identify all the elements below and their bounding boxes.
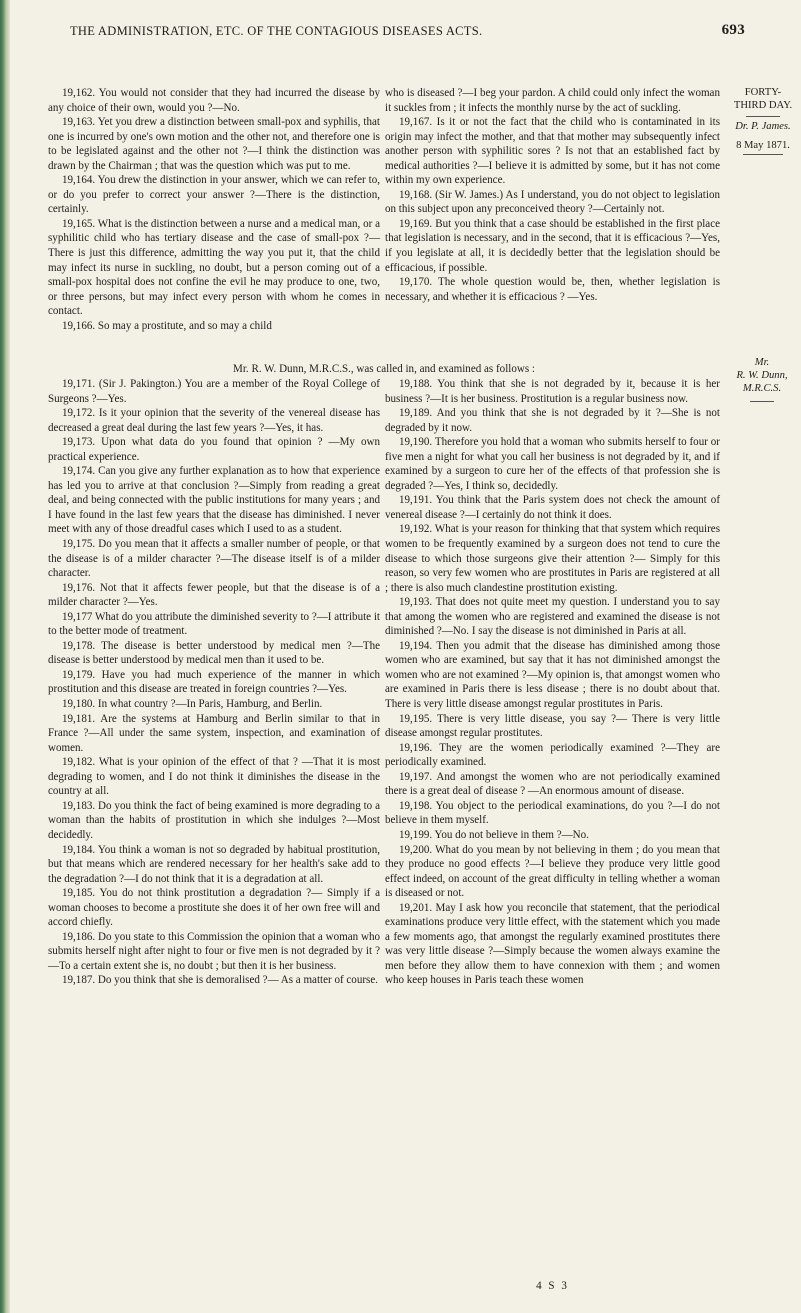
paragraph: 19,197. And amongst the women who are not periodically examined there is a great deal of disease ? —An enormous amount of disease. (385, 770, 720, 798)
paragraph: 19,183. Do you think the fact of being examined is more degrading to a woman than the habits of prostitution in which she indulges ?—Most decidedly. (48, 799, 380, 841)
paragraph: 19,169. But you think that a case should be established in the first place that legislation is necessary, and in the second, that it is efficacious ?—Yes, if you legislate at all, it is decidedly better that the legislation should be efficacious, if possible. (385, 217, 720, 274)
margin-rule (743, 154, 783, 155)
paragraph: 19,182. What is your opinion of the effect of that ? —That it is most degrading to women, and I do not think it diminishes the disease in the country at all. (48, 756, 380, 798)
paragraph: 19,175. Do you mean that it affects a smaller number of people, or that the disease is of a milder character ?—The disease itself is of a milder character. (48, 538, 380, 580)
paragraph: 19,180. In what country ?—In Paris, Hamburg, and Berlin. (62, 698, 323, 711)
paragraph: 19,163. Yet you drew a distinction between small-pox and syphilis, that one is incurred by one's own motion and the other not, and therefore one is to be legislated against and the other not ?—I think the distinction was drawn by the Chairman ; that was the question which was put to me. (48, 116, 380, 172)
paragraph: 19,165. What is the distinction between a nurse and a medical man, or a syphilitic child who has tertiary disease and the case of small-pox ?—There is just this difference, admitting the way you put it, that the child may infect its nurse in suckling, no doubt, but a person coming out of a small-pox hospital does not confine the evil he may produce to one, two, or three persons, but may infect every person with whom he comes in contact. (48, 217, 380, 318)
column-left-top (48, 86, 380, 333)
page-number: 693 (721, 22, 745, 38)
paragraph: 19,195. There is very little disease, you say ?— There is very little disease amongst regular prostitutes. (385, 712, 720, 740)
witness-introduction: Mr. R. W. Dunn, M.R.C.S., was called in, and examined as follows : (233, 363, 535, 375)
paragraph: 19,171. (Sir J. Pakington.) You are a member of the Royal College of Surgeons ?—Yes. (48, 378, 380, 405)
paragraph: 19,164. You drew the distinction in your answer, which we can refer to, or do you prefer to correct your answer ?—There is the distinction, certainly. (48, 174, 380, 216)
header-title: THE ADMINISTRATION, ETC. OF THE CONTAGIOUS DISEASES ACTS. (70, 24, 483, 38)
margin-day-line2: THIRD DAY. (733, 100, 793, 111)
margin-witness-line1: Mr. (754, 357, 770, 368)
paragraph: 19,179. Have you had much experience of the manner in which prostitution and this disease are treated in foreign countries ?—Yes. (48, 668, 380, 696)
paragraph: 19,162. You would not consider that they had incurred the disease by any choice of their own, would you ?—No. (48, 87, 380, 114)
column-left-main (48, 377, 380, 988)
column-right-top (385, 86, 720, 304)
paragraph: 19,172. Is it your opinion that the severity of the venereal disease has decreased a great deal during the last few years ?—Yes, it has. (48, 407, 380, 434)
paragraph: 19,190. Therefore you hold that a woman who submits herself to four or five men a night for what you call her business is not degraded by it, and if examined by a surgeon to cure her of the effects of that profession she is degraded ?—Yes, I think so, decidedly. (385, 436, 720, 492)
paragraph: 19,189. And you think that she is not degraded by it ?—She is not degraded by it now. (385, 407, 720, 434)
paragraph: 19,186. Do you state to this Commission the opinion that a woman who submits herself night after night to four or five men is not degraded by it ? —To a certain extent she is, no doubt ; but then it is her business. (48, 930, 380, 972)
signature-mark: 4 S 3 (536, 1280, 569, 1292)
paragraph: 19,199. You do not believe in them ?—No. (399, 828, 589, 841)
paragraph: 19,192. What is your reason for thinking that that system which requires women to be frequently examined by a surgeon does not tend to cure the disease to which those surgeons give their attention ?— Simply for this reason, so very few women who are prostitutes in Paris are registered at all ; there is also much clandestine prostitution existing. (385, 523, 720, 594)
margin-witness-name: Dr. P. James. (735, 121, 791, 132)
margin-rule (746, 116, 780, 117)
paragraph: 19,177 What do you attribute the diminished severity to ?—I attribute it to the better mode of treatment. (48, 610, 380, 638)
margin-rule (750, 401, 774, 402)
column-right-main (385, 377, 720, 988)
paragraph: who is diseased ?—I beg your pardon. A child could only infect the woman it suckles from ; it infects the monthly nurse by the act of suckling. (385, 87, 720, 114)
paragraph: 19,170. The whole question would be, then, whether legislation is necessary, and whether it is efficacious ? —Yes. (385, 276, 720, 303)
paragraph: 19,167. Is it or not the fact that the child who is contaminated in its origin may infect the mother, and that that mother may subsequently infect another person with syphilitic sores ? Is not that an established fact by medical authorities ?—I believe it is admitted by some, but it has not come within my own experience. (385, 116, 720, 187)
margin-day-line1: FORTY- (744, 87, 782, 98)
paragraph: 19,187. Do you think that she is demoralised ?— As a matter of course. (62, 974, 379, 987)
paragraph: 19,174. Can you give any further explanation as to how that experience has led you to arrive at that conclusion ?—Simply from reading a great deal, and being connected with the public institutions for many years ; and I have found in the last few years that the disease has diminished. I never meet with any of those dreadful cases which I used to as a student. (48, 465, 380, 536)
paragraph: 19,178. The disease is better understood by medical men ?—The disease is better understood by medical men than it used to be. (48, 639, 380, 667)
margin-note-witness (726, 356, 798, 402)
paragraph: 19,185. You do not think prostitution a degradation ?— Simply if a woman chooses to become a prostitute she does it of her own free will and accord chiefly. (48, 887, 380, 929)
paragraph: 19,198. You object to the periodical examinations, do you ?—I do not believe in them myself. (385, 799, 720, 827)
running-header (70, 22, 745, 40)
margin-witness-line3: M.R.C.S. (742, 383, 782, 394)
paragraph: 19,188. You think that she is not degraded by it, because it is her business ?—It is her business. Prostitution is a regular business now. (385, 378, 720, 405)
paragraph: 19,196. They are the women periodically examined ?—They are periodically examined. (385, 741, 720, 769)
paragraph: 19,181. Are the systems at Hamburg and Berlin similar to that in France ?—All under the same system, inspection, and examination of women. (48, 712, 380, 754)
paragraph: 19,184. You think a woman is not so degraded by habitual prostitution, but that means which are rendered necessary for her health's sake add to the degradation ?—I do not think that it is a degradation at all. (48, 843, 380, 885)
paragraph: 19,168. (Sir W. James.) As I understand, you do not object to legislation on this subject upon any preconceived theory ?—Certainly not. (385, 188, 720, 216)
page-edge-binding (0, 0, 10, 1313)
paragraph: 19,193. That does not quite meet my question. I understand you to say that among the women who are registered and examined the disease is not diminished ?—No. I say the disease is not diminished in Paris at all. (385, 596, 720, 638)
paragraph: 19,191. You think that the Paris system does not check the amount of venereal disease ?—I certainly do not think it does. (385, 494, 720, 521)
margin-witness-line2: R. W. Dunn, (736, 370, 788, 381)
paragraph: 19,194. Then you admit that the disease has diminished among those women who are examined, but say that it has not diminished amongst the women who are not examined ?—My opinion is, that amongst women who are examined in Paris there is less disease ; there is no doubt about that. There is very little disease amongst regular prostitutes in Paris. (385, 639, 720, 711)
paragraph: 19,166. So may a prostitute, and so may a child (62, 319, 272, 332)
paragraph: 19,200. What do you mean by not believing in them ; do you mean that they produce no good effects ?—I believe they produce very little good effect indeed, on account of the great difficulty in telling whether a woman is diseased or not. (385, 843, 720, 900)
paragraph: 19,201. May I ask how you reconcile that statement, that the periodical examinations produce very little effect, with the statement which you made a few moments ago, that amongst the regularly examined prostitutes there was very little disease ?—Simply because the women always examine the men before they allow them to have connexion with them ; and women who keep houses in Paris teach these women (385, 901, 720, 987)
margin-note-day (730, 86, 796, 155)
paragraph: 19,176. Not that it affects fewer people, but that the disease is of a milder character ?—Yes. (48, 581, 380, 609)
paragraph: 19,173. Upon what data do you found that opinion ? —My own practical experience. (48, 436, 380, 463)
margin-date: 8 May 1871. (736, 140, 790, 151)
